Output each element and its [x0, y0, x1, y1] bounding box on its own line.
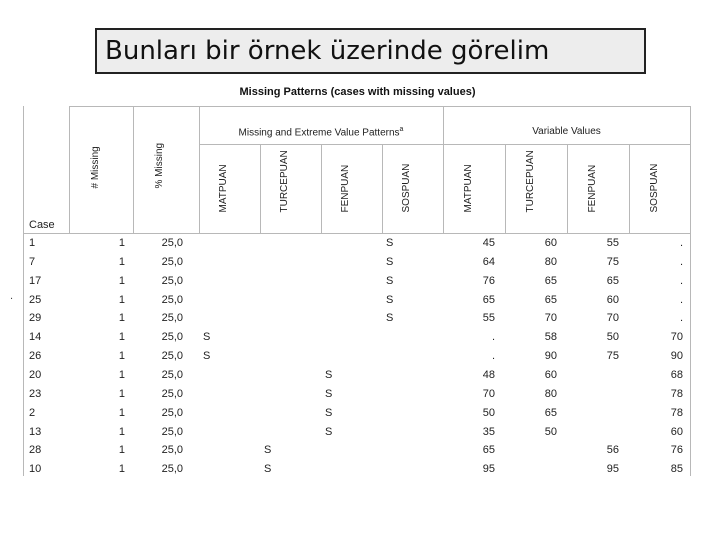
cell-value-matpuan: 70: [482, 387, 495, 400]
cell-pattern-turcepuan: [264, 404, 294, 423]
cell-pattern-sospuan: [386, 423, 416, 442]
header-pattern-fenpuan-text: FENPUAN: [340, 164, 351, 213]
cell-pattern-sospuan: [386, 441, 416, 460]
slide-title: [95, 28, 646, 74]
cell-pattern-turcepuan: [264, 347, 294, 366]
cell-pattern-turcepuan: S: [264, 463, 272, 476]
cell-value-sospuan: 60: [670, 425, 683, 438]
cell-value-turcepuan: [517, 441, 557, 460]
cell-pattern-matpuan: S: [203, 331, 211, 344]
cell-case: 14: [29, 331, 42, 344]
cell-value-turcepuan: 65: [544, 293, 557, 306]
table-row: [23, 441, 691, 460]
cell-case: 7: [29, 255, 36, 268]
cell-value-turcepuan: 60: [544, 368, 557, 381]
cell-pattern-turcepuan: [264, 234, 294, 253]
header-pattern-fenpuan: [321, 146, 381, 220]
cell-missing-pct: 25,0: [161, 387, 183, 400]
group-header-patterns-text: Missing and Extreme Value Patterns: [238, 127, 400, 139]
cell-value-fenpuan: 56: [606, 444, 619, 457]
cell-value-sospuan: .: [679, 312, 683, 325]
cell-case: 25: [29, 293, 42, 306]
cell-value-fenpuan: [579, 385, 619, 404]
cell-value-turcepuan: 90: [544, 350, 557, 363]
cell-value-turcepuan: 65: [544, 406, 557, 419]
cell-value-turcepuan: 65: [544, 274, 557, 287]
cell-case: 13: [29, 425, 42, 438]
table-caption: Missing Patterns (cases with missing values): [239, 86, 476, 98]
cell-pattern-fenpuan: [325, 441, 355, 460]
cell-missing-count: 1: [118, 293, 125, 306]
table-row: [23, 328, 691, 347]
cell-value-matpuan: 65: [482, 444, 495, 457]
cell-missing-pct: 25,0: [161, 331, 183, 344]
cell-pattern-matpuan: [203, 309, 233, 328]
cell-value-turcepuan: 80: [544, 255, 557, 268]
header-pattern-turcepuan-text: TURCEPUAN: [279, 150, 290, 213]
cell-pattern-turcepuan: [264, 309, 294, 328]
cell-pattern-fenpuan: [325, 460, 355, 479]
cell-case: 2: [29, 406, 36, 419]
slide-title-text: Bunları bir örnek üzerinde görelim: [105, 36, 550, 66]
cell-value-fenpuan: [579, 423, 619, 442]
cell-missing-pct: 25,0: [161, 312, 183, 325]
cell-pattern-sospuan: [386, 385, 416, 404]
cell-missing-pct: 25,0: [161, 368, 183, 381]
cell-value-matpuan: 55: [482, 312, 495, 325]
cell-pattern-turcepuan: [264, 423, 294, 442]
cell-value-fenpuan: 75: [606, 255, 619, 268]
cell-value-turcepuan: 60: [544, 237, 557, 249]
cell-missing-pct: 25,0: [161, 425, 183, 438]
header-value-sospuan: [630, 146, 690, 220]
missing-patterns-table: [23, 106, 691, 476]
group-header-patterns-note: a: [399, 126, 404, 133]
cell-case: 17: [29, 274, 42, 287]
cell-case: 29: [29, 312, 42, 325]
cell-pattern-turcepuan: [264, 366, 294, 385]
table-row: [23, 347, 691, 366]
cell-case: 10: [29, 463, 42, 476]
cell-value-turcepuan: 70: [544, 312, 557, 325]
cell-pattern-matpuan: [203, 234, 233, 253]
table-row: [23, 291, 691, 310]
cell-pattern-fenpuan: [325, 234, 355, 253]
cell-pattern-fenpuan: S: [325, 368, 333, 381]
header-value-turcepuan: [506, 146, 566, 220]
header-missing-pct-text: % Missing: [154, 142, 165, 189]
header-pattern-matpuan-text: MATPUAN: [218, 164, 229, 213]
cell-missing-count: 1: [118, 312, 125, 325]
group-header-values: Variable Values: [532, 126, 601, 137]
table-row: [23, 385, 691, 404]
cell-value-sospuan: 68: [670, 368, 683, 381]
cell-missing-pct: 25,0: [161, 293, 183, 306]
cell-pattern-matpuan: [203, 366, 233, 385]
cell-pattern-sospuan: S: [386, 255, 394, 268]
cell-missing-count: 1: [118, 255, 125, 268]
cell-case: 26: [29, 350, 42, 363]
cell-pattern-sospuan: [386, 460, 416, 479]
cell-pattern-matpuan: [203, 404, 233, 423]
header-pattern-matpuan: [199, 146, 259, 220]
cell-value-fenpuan: 95: [606, 463, 619, 476]
cell-missing-pct: 25,0: [161, 406, 183, 419]
cell-value-fenpuan: [579, 404, 619, 423]
cell-case: 1: [29, 237, 36, 249]
cell-missing-pct: 25,0: [161, 255, 183, 268]
cell-pattern-sospuan: S: [386, 274, 394, 287]
cell-pattern-matpuan: [203, 423, 233, 442]
cell-case: 20: [29, 368, 42, 381]
header-value-sospuan-text: SOSPUAN: [649, 163, 660, 213]
cell-pattern-fenpuan: S: [325, 406, 333, 419]
cell-pattern-turcepuan: [264, 385, 294, 404]
cell-case: 28: [29, 444, 42, 457]
cell-pattern-turcepuan: [264, 272, 294, 291]
stray-mark: .: [10, 290, 14, 302]
cell-case: 23: [29, 387, 42, 400]
header-missing-pct: [135, 126, 195, 196]
cell-pattern-matpuan: [203, 253, 233, 272]
cell-missing-count: 1: [118, 350, 125, 363]
cell-pattern-matpuan: [203, 441, 233, 460]
cell-missing-count: 1: [118, 331, 125, 344]
cell-value-sospuan: 76: [670, 444, 683, 457]
cell-value-turcepuan: 58: [544, 331, 557, 344]
cell-value-matpuan: 64: [482, 255, 495, 268]
table-row: [23, 272, 691, 291]
cell-value-sospuan: .: [679, 274, 683, 287]
cell-pattern-sospuan: [386, 404, 416, 423]
table-row: [23, 404, 691, 423]
header-missing-count: [71, 126, 131, 196]
cell-pattern-turcepuan: [264, 328, 294, 347]
cell-pattern-matpuan: [203, 460, 233, 479]
cell-value-fenpuan: 70: [606, 312, 619, 325]
cell-value-fenpuan: [579, 366, 619, 385]
group-header-patterns: [199, 126, 443, 140]
cell-pattern-fenpuan: [325, 309, 355, 328]
header-pattern-sospuan-text: SOSPUAN: [401, 163, 412, 213]
col-sep-count: [133, 106, 134, 234]
cell-pattern-matpuan: [203, 272, 233, 291]
cell-value-matpuan: .: [491, 331, 495, 344]
cell-pattern-sospuan: [386, 366, 416, 385]
cell-value-sospuan: 78: [670, 406, 683, 419]
header-case: Case: [29, 219, 55, 231]
cell-value-sospuan: 70: [670, 331, 683, 344]
cell-pattern-fenpuan: S: [325, 425, 333, 438]
header-value-fenpuan-text: FENPUAN: [587, 164, 598, 213]
table-row: [23, 423, 691, 442]
table-row: [23, 309, 691, 328]
cell-pattern-sospuan: [386, 347, 416, 366]
cell-value-sospuan: 78: [670, 387, 683, 400]
cell-pattern-sospuan: [386, 328, 416, 347]
cell-missing-count: 1: [118, 274, 125, 287]
header-pattern-turcepuan: [260, 146, 320, 220]
cell-missing-pct: 25,0: [161, 237, 183, 249]
table-top-border: [69, 106, 691, 107]
cell-missing-count: 1: [118, 425, 125, 438]
col-sep-case: [69, 106, 70, 234]
cell-pattern-matpuan: [203, 291, 233, 310]
cell-value-fenpuan: 55: [606, 237, 619, 249]
header-value-fenpuan: [568, 146, 628, 220]
cell-pattern-turcepuan: S: [264, 444, 272, 457]
cell-pattern-fenpuan: [325, 291, 355, 310]
cell-value-matpuan: 76: [482, 274, 495, 287]
table-row: [23, 253, 691, 272]
cell-value-turcepuan: 80: [544, 387, 557, 400]
cell-value-sospuan: .: [679, 293, 683, 306]
cell-pattern-fenpuan: S: [325, 387, 333, 400]
cell-pattern-fenpuan: [325, 253, 355, 272]
cell-pattern-matpuan: S: [203, 350, 211, 363]
cell-pattern-turcepuan: [264, 253, 294, 272]
header-pattern-sospuan: [382, 146, 442, 220]
cell-pattern-sospuan: S: [386, 312, 394, 325]
cell-value-matpuan: 65: [482, 293, 495, 306]
cell-missing-pct: 25,0: [161, 444, 183, 457]
header-value-turcepuan-text: TURCEPUAN: [525, 150, 536, 213]
table-row: [23, 234, 691, 253]
cell-pattern-turcepuan: [264, 291, 294, 310]
cell-value-fenpuan: 60: [606, 293, 619, 306]
cell-missing-pct: 25,0: [161, 463, 183, 476]
cell-value-sospuan: 90: [670, 350, 683, 363]
cell-value-sospuan: .: [679, 255, 683, 268]
cell-value-sospuan: .: [679, 237, 683, 249]
header-missing-count-text: # Missing: [90, 146, 101, 189]
cell-pattern-fenpuan: [325, 272, 355, 291]
cell-missing-count: 1: [118, 368, 125, 381]
cell-pattern-matpuan: [203, 385, 233, 404]
table-row: [23, 366, 691, 385]
cell-value-fenpuan: 65: [606, 274, 619, 287]
cell-value-matpuan: .: [491, 350, 495, 363]
table-row: [23, 460, 691, 479]
cell-value-turcepuan: [517, 460, 557, 479]
cell-value-fenpuan: 75: [606, 350, 619, 363]
header-value-matpuan-text: MATPUAN: [463, 164, 474, 213]
header-value-matpuan: [444, 146, 504, 220]
cell-value-matpuan: 35: [482, 425, 495, 438]
cell-value-sospuan: 85: [670, 463, 683, 476]
cell-missing-count: 1: [118, 237, 125, 249]
cell-pattern-fenpuan: [325, 328, 355, 347]
cell-value-matpuan: 45: [482, 237, 495, 249]
cell-value-matpuan: 95: [482, 463, 495, 476]
cell-missing-pct: 25,0: [161, 350, 183, 363]
group-header-line: [199, 144, 690, 145]
cell-missing-count: 1: [118, 463, 125, 476]
cell-value-fenpuan: 50: [606, 331, 619, 344]
cell-value-matpuan: 48: [482, 368, 495, 381]
cell-value-turcepuan: 50: [544, 425, 557, 438]
cell-missing-pct: 25,0: [161, 274, 183, 287]
cell-missing-count: 1: [118, 444, 125, 457]
cell-pattern-fenpuan: [325, 347, 355, 366]
cell-missing-count: 1: [118, 406, 125, 419]
cell-pattern-sospuan: S: [386, 237, 394, 249]
cell-pattern-sospuan: S: [386, 293, 394, 306]
cell-value-matpuan: 50: [482, 406, 495, 419]
cell-missing-count: 1: [118, 387, 125, 400]
